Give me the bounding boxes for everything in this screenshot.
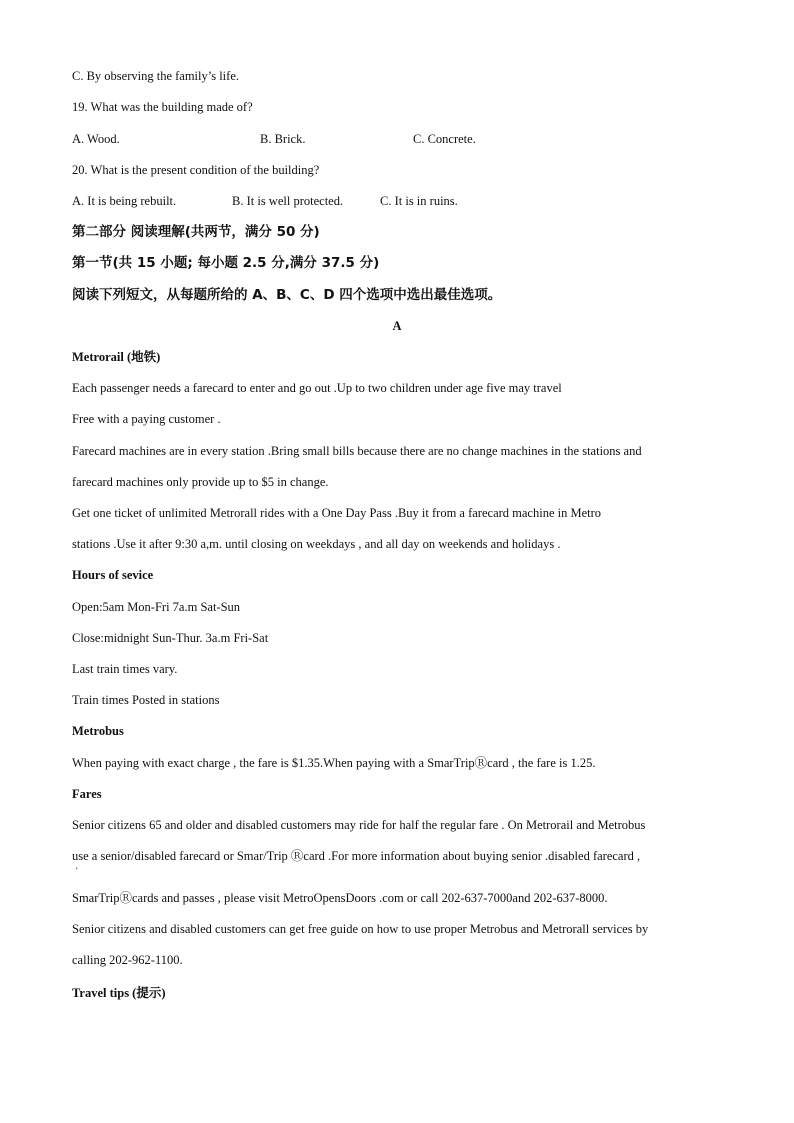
metrobus-heading: Metrobus bbox=[72, 724, 124, 738]
fares-line: Senior citizens and disabled customers can get free guide on how to use proper Metrobus and Metrorall services by bbox=[72, 922, 649, 936]
part2-heading: 第二部分 阅读理解(共两节，满分 50 分) bbox=[72, 224, 320, 240]
hours-heading: Hours of sevice bbox=[72, 568, 154, 582]
passage-label: A bbox=[392, 319, 402, 333]
hours-line: Last train times vary. bbox=[72, 662, 178, 676]
q19-question: 19. What was the building made of? bbox=[72, 100, 253, 114]
metrorail-line: Free with a paying customer . bbox=[72, 412, 221, 426]
q18-option-c: C. By observing the family’s life. bbox=[72, 69, 239, 83]
stray-mark: ' bbox=[76, 866, 78, 876]
q20-option-a: A. It is being rebuilt. bbox=[72, 194, 177, 208]
metrobus-line: When paying with exact charge , the fare is $1.35.When paying with a SmarTripⓇcard , the fare is 1.25. bbox=[72, 756, 596, 770]
fares-heading: Fares bbox=[72, 787, 102, 801]
q19-option-b: B. Brick. bbox=[260, 132, 306, 146]
hours-line: Close:midnight Sun-Thur. 3a.m Fri-Sat bbox=[72, 631, 269, 645]
hours-line: Open:5am Mon-Fri 7a.m Sat-Sun bbox=[72, 600, 241, 614]
metrorail-line: stations .Use it after 9:30 a,m. until closing on weekdays , and all day on weekends and holidays . bbox=[72, 537, 561, 551]
fares-line: calling 202-962-1100. bbox=[72, 953, 183, 967]
metrorail-line: farecard machines only provide up to $5 in change. bbox=[72, 475, 329, 489]
metrorail-line: Get one ticket of unlimited Metrorall rides with a One Day Pass .Buy it from a farecard machine in Metro bbox=[72, 506, 602, 520]
fares-line: use a senior/disabled farecard or Smar/Trip Ⓡcard .For more information about buying senior .disabled farecard , bbox=[72, 849, 641, 863]
travel-tips-heading: Travel tips (提示) bbox=[72, 986, 166, 1000]
q19-option-c: C. Concrete. bbox=[413, 132, 476, 146]
q20-question: 20. What is the present condition of the building? bbox=[72, 163, 320, 177]
q19-option-a: A. Wood. bbox=[72, 132, 120, 146]
hours-line: Train times Posted in stations bbox=[72, 693, 220, 707]
metrorail-heading: Metrorail (地铁) bbox=[72, 350, 161, 364]
q20-option-b: B. It is well protected. bbox=[232, 194, 344, 208]
q20-option-c: C. It is in ruins. bbox=[380, 194, 458, 208]
metrorail-line: Farecard machines are in every station .Bring small bills because there are no change machines in the stations and bbox=[72, 444, 642, 458]
instruction-text: 阅读下列短文，从每题所给的 A、B、C、D 四个选项中选出最佳选项。 bbox=[72, 287, 502, 303]
section1-heading: 第一节(共 15 小题; 每小题 2.5 分,满分 37.5 分) bbox=[72, 255, 380, 271]
metrorail-line: Each passenger needs a farecard to enter and go out .Up to two children under age five may travel bbox=[72, 381, 562, 395]
fares-line: SmarTripⓇcards and passes , please visit MetroOpensDoors .com or call 202-637-7000and 202-637-8000. bbox=[72, 891, 608, 905]
fares-line: Senior citizens 65 and older and disabled customers may ride for half the regular fare . On Metrorail and Metrobus bbox=[72, 818, 646, 832]
